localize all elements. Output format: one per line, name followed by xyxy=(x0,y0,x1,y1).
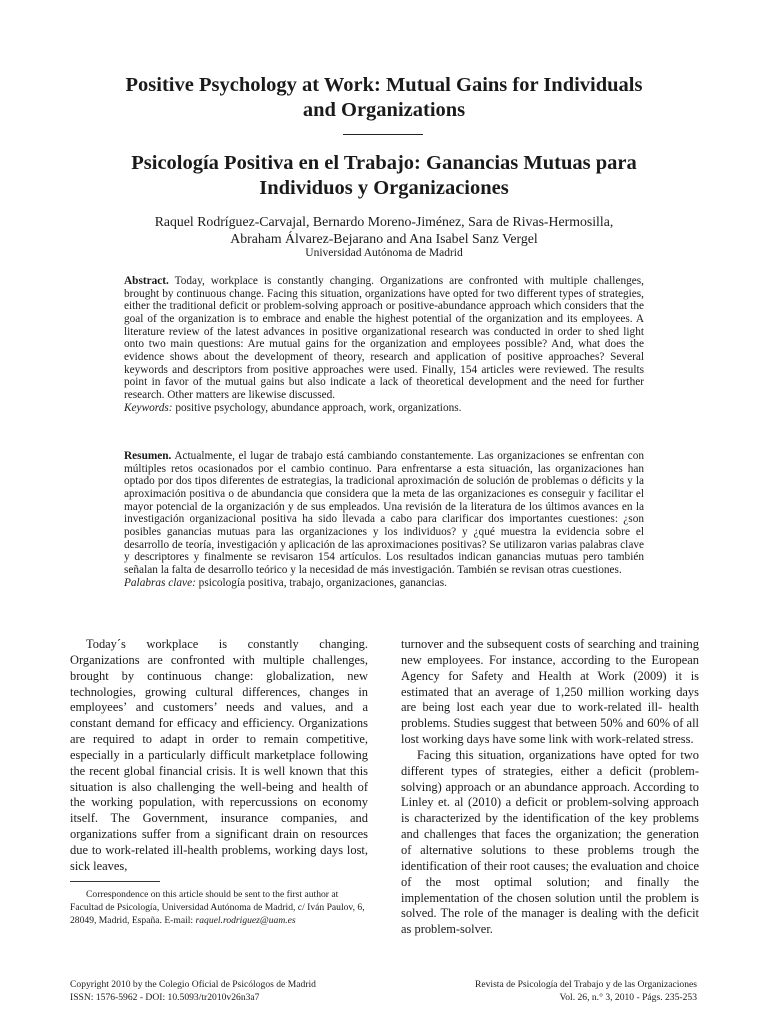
abstract-spanish-heading: Resumen. xyxy=(124,450,172,462)
body-paragraph: turnover and the subsequent costs of searching and training new employees. For instance, according to the European Agency for Safety and Health at Work (2009) it is estimated that an average of 1,250 million working days are being lost each year due to work-related ill- health problems. Studies suggest that between 50% and 60% of all lost working days have some link with work-related stress. xyxy=(401,637,699,747)
keywords-english-text: positive psychology, abundance approach, work, organizations. xyxy=(172,401,462,414)
footer-copyright-line: Copyright 2010 by the Colegio Oficial de Psicólogos de Madrid xyxy=(70,979,316,990)
footer-issn-line: ISSN: 1576-5962 - DOI: 10.5093/tr2010v26n3a7 xyxy=(70,991,260,1003)
abstract-english-text: Today, workplace is constantly changing. Organizations are confronted with multiple challenges, brought by continuous change. Facing this situation, organizations have opted for two different types of strategies, either the traditional deficit or problem-solving approach or positive-abundance approach which considers that the goal of the organization is to embrace and enable the highest potential of the organization and its employees. A literature review of the latest advances in positive organizational research was conducted in order to shed light onto two main questions: Are mutual gains for the organization and employees possible? And, what does the evidence shows about the development of theory, research and application of positive approaches? Several keywords and descriptors from positive approaches were used. Finally, 154 articles were reviewed. The results point in favor of the mutual gains but also indicate a lack of theoretical development and the need for further research. Other matters are likewise discussed. xyxy=(124,275,644,401)
title-spanish-line-2: Individuos y Organizaciones xyxy=(259,177,509,199)
title-separator xyxy=(343,134,423,135)
footer-volume-pages: Vol. 26, n.° 3, 2010 - Págs. 235-253 xyxy=(559,991,697,1003)
abstract-english xyxy=(124,275,644,414)
body-column-left xyxy=(70,637,368,875)
footer-copyright xyxy=(70,979,400,1004)
title-spanish xyxy=(60,151,708,201)
authors-line-1: Raquel Rodríguez-Carvajal, Bernardo Moreno-Jiménez, Sara de Rivas-Hermosilla, xyxy=(154,214,614,229)
authors-line-2: Abraham Álvarez-Bejarano and Ana Isabel Sanz Vergel xyxy=(230,231,538,246)
footer-journal-name: Revista de Psicología del Trabajo y de las Organizaciones xyxy=(474,979,697,990)
abstract-spanish xyxy=(124,450,644,589)
footnote-email-link[interactable]: raquel.rodriguez@uam.es xyxy=(195,915,296,926)
body-paragraph: Today´s workplace is constantly changing. Organizations are confronted with multiple challenges, brought by continuous change: globalization, new technologies, growing cultural differences, changes in employees’ and customers’ needs and values, and a constant demand for efficacy and efficiency. Organizations are required to adapt in order to remain competitive, especially in a particularly difficult marketplace following the recent global financial crisis. It is well known that this situation is also challenging the well-being and health of the working population, with repercussions on economy itself. The Government, insurance companies, and organizations suffer from a significant drain on resources due to work-related ill-health problems, working days lost, sick leaves, xyxy=(70,637,368,873)
title-english-line-2: and Organizations xyxy=(302,99,466,121)
keywords-spanish xyxy=(124,577,644,590)
footer-journal xyxy=(367,979,697,1004)
abstract-spanish-text: Actualmente, el lugar de trabajo está cambiando constantemente. Las organizaciones se enfrentan con múltiples retos ocasionados por el cambio continuo. Para enfrentarse a esta situación, las organizaciones han optado por dos tipos diferentes de estrategias, la tradicional aproximación de solución de problemas o déficits y la aproximación positiva o de abundancia que considera que la meta de las organizaciones es conseguir y facilitar el mayor potencial de la organización y de sus empleados. Una revisión de la literatura de los últimos avances en la investigación organizacional positiva ha sido llevada a cabo para clarificar dos importantes cuestiones: ¿son posibles ganancias mutuas para las organizaciones y los individuos? y ¿qué muestra la evidencia sobre el desarrollo de teoría, investigación y aplicación de las aproximaciones positivas? Se utilizaron varias palabras clave y descriptores y finalmente se revisaron 154 artículos. Los resultados indican ganancias mutuas pero también señalan la falta de desarrollo teórico y la necesidad de más investigación. También se revisan otras cuestiones. xyxy=(124,450,644,576)
keywords-spanish-text: psicología positiva, trabajo, organizaciones, ganancias. xyxy=(195,576,447,589)
footnote-text: Correspondence on this article should be sent to the first author at Facultad de Psicología, Universidad Autónoma de Madrid, c/ Iván Paulov, 6, 28049, Madrid, España. E-mail: xyxy=(70,889,365,926)
title-spanish-line-1: Psicología Positiva en el Trabajo: Ganancias Mutuas para xyxy=(131,152,637,174)
affiliation: Universidad Autónoma de Madrid xyxy=(305,247,463,259)
keywords-english xyxy=(124,402,644,415)
authors xyxy=(60,213,708,247)
abstract-english-heading: Abstract. xyxy=(124,275,169,287)
title-english-line-1: Positive Psychology at Work: Mutual Gains for Individuals xyxy=(125,74,643,96)
title-english xyxy=(60,73,708,123)
body-paragraph: Facing this situation, organizations have opted for two different types of strategies, either a deficit (problem-solving) approach or an abundance approach. According to Linley et. al (2010) a deficit or problem-solving approach is characterized by the identification of the key problems and challenges that faces the organization; the generation of alternative solutions to these problems trough the identification of their root causes; the evaluation and choice of the most optimal solution; and finally the implementation of the chosen solution until the problem is solved. The role of the manager is dealing with the deficit as problem-solver. xyxy=(401,747,699,937)
correspondence-footnote xyxy=(70,888,368,927)
keywords-english-label: Keywords: xyxy=(124,401,173,414)
body-column-right xyxy=(401,637,699,938)
footnote-text-wrapper xyxy=(70,888,368,927)
footnote-separator xyxy=(70,881,160,882)
keywords-spanish-label: Palabras clave: xyxy=(124,576,196,589)
